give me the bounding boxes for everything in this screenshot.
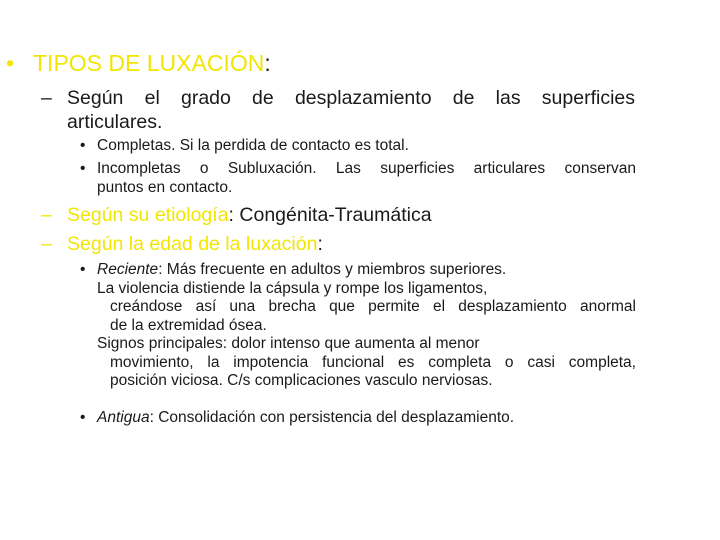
etiologia-value: Congénita-Traumática [233, 204, 432, 226]
antigua-line [97, 409, 636, 428]
incompletas-item [80, 160, 636, 197]
completas-bullet: • [80, 137, 86, 154]
edad-item [41, 232, 635, 256]
grado-item [41, 86, 635, 134]
heading-bullet: • [6, 50, 15, 76]
antigua-text: Consolidación con persistencia del desplazamiento. [153, 409, 515, 426]
grado-line-1: Según el grado de desplazamiento de las superficies [67, 87, 635, 109]
edad-dash: – [41, 233, 52, 255]
heading-colon: : [264, 50, 271, 76]
completas-item [80, 137, 636, 156]
reciente-item [80, 261, 636, 391]
reciente-term: Reciente [97, 261, 159, 278]
reciente-colon: : [158, 261, 163, 278]
antigua-item [80, 409, 636, 428]
antigua-colon: : [149, 409, 154, 426]
incompletas-line-1: Incompletas o Subluxación. Las superficies articulares conservan [97, 160, 636, 177]
grado-dash: – [41, 87, 52, 109]
antigua-term: Antigua [97, 409, 150, 426]
etiologia-label: Según su etiología [67, 204, 229, 226]
reciente-p1-line-3: de la extremidad ósea. [110, 316, 267, 334]
completas-text: Completas. Si la perdida de contacto es total. [97, 137, 409, 154]
heading-title: TIPOS DE LUXACIÓN [33, 50, 265, 76]
reciente-line-1 [97, 261, 636, 280]
etiologia-dash: – [41, 204, 52, 226]
reciente-p2-line-2: movimiento, la impotencia funcional es completa o casi completa, [110, 353, 636, 371]
heading-text [33, 48, 271, 78]
reciente-p1-line-2: creándose así una brecha que permite el desplazamiento anormal [110, 298, 636, 315]
etiologia-item [41, 203, 635, 227]
reciente-p2-line-3: posición viciosa. C/s complicaciones vasculo nerviosas. [110, 372, 493, 389]
reciente-p1-line-1: La violencia distiende la cápsula y rompe los ligamentos, [97, 279, 488, 297]
edad-colon: : [317, 233, 323, 255]
incompletas-line-2: puntos en contacto. [97, 178, 233, 196]
reciente-p2-line-1: Signos principales: dolor intenso que aumenta al menor [97, 335, 480, 352]
grado-line-2: articulares. [67, 111, 163, 133]
reciente-bullet: • [80, 261, 86, 278]
antigua-bullet: • [80, 409, 86, 426]
etiologia-colon: : [228, 204, 234, 226]
edad-label: Según la edad de la luxación [67, 233, 318, 255]
reciente-intro: Más frecuente en adultos y miembros superiores. [162, 261, 507, 278]
incompletas-bullet: • [80, 160, 86, 177]
